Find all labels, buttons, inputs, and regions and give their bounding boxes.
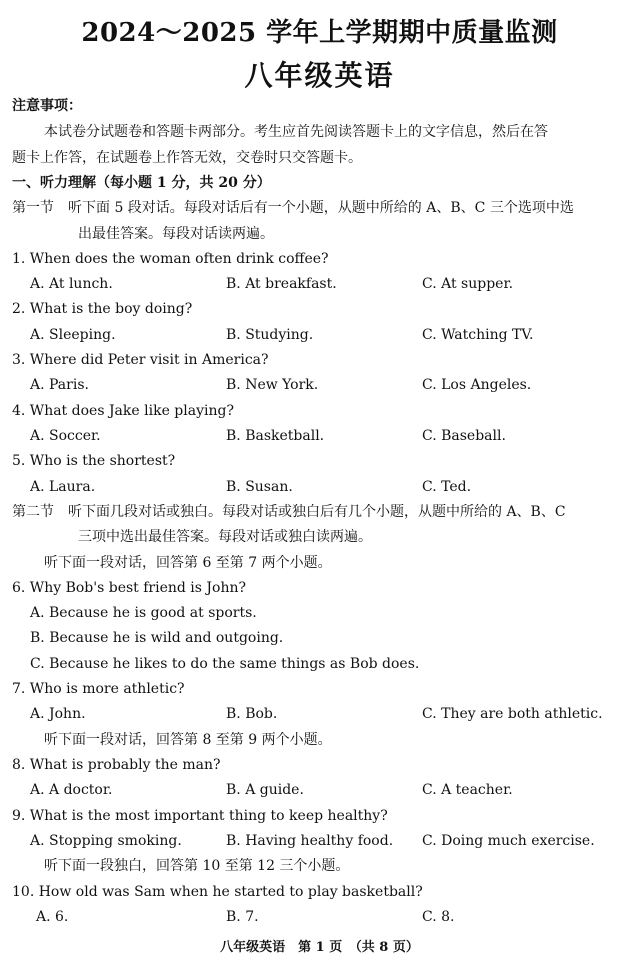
q9-option-a: A. Stopping smoking. bbox=[30, 833, 182, 849]
q9-option-c: C. Doing much exercise. bbox=[422, 833, 595, 849]
q9-option-b: B. Having healthy food. bbox=[226, 833, 394, 849]
q10-option-a: A. 6. bbox=[36, 909, 69, 925]
q10-option-b: B. 7. bbox=[226, 909, 259, 925]
q4-option-a: A. Soccer. bbox=[30, 428, 101, 444]
question-7: 7. Who is more athletic? bbox=[12, 681, 185, 697]
q6-option-b: B. Because he is wild and outgoing. bbox=[30, 630, 284, 646]
exam-subtitle: 八年级英语 bbox=[244, 59, 395, 92]
q8-option-c: C. A teacher. bbox=[422, 782, 513, 798]
q7-option-c: C. They are both athletic. bbox=[422, 706, 603, 722]
q5-option-a: A. Laura. bbox=[30, 479, 96, 495]
question-2: 2. What is the boy doing? bbox=[12, 301, 193, 317]
question-9: 9. What is the most important thing to keep healthy? bbox=[12, 808, 388, 824]
question-4: 4. What does Jake like playing? bbox=[12, 403, 234, 419]
q7-option-a: A. John. bbox=[30, 706, 86, 722]
notice-line-2: 题卡上作答，在试题卷上作答无效，交卷时只交答题卡。 bbox=[12, 150, 362, 166]
q3-option-b: B. New York. bbox=[226, 377, 319, 393]
exam-title: 2024～2025 学年上学期期中质量监测 bbox=[81, 18, 558, 48]
q8-option-b: B. A guide. bbox=[226, 782, 304, 798]
q4-option-b: B. Basketball. bbox=[226, 428, 325, 444]
question-6: 6. Why Bob's best friend is John? bbox=[12, 580, 247, 596]
listening-instruction-8-9: 听下面一段对话，回答第 8 至第 9 两个小题。 bbox=[44, 732, 332, 748]
page-footer: 八年级英语 第 1 页 （共 8 页） bbox=[220, 940, 419, 955]
notice-line-1: 本试卷分试题卷和答题卡两部分。考生应首先阅读答题卡上的文字信息，然后在答 bbox=[44, 124, 548, 140]
section-1-heading: 一、听力理解（每小题 1 分，共 20 分） bbox=[12, 175, 271, 191]
part-1-instruction-1: 第一节 听下面 5 段对话。每段对话后有一个小题，从题中所给的 A、B、C 三个选项中选 bbox=[12, 200, 574, 216]
q7-option-b: B. Bob. bbox=[226, 706, 278, 722]
question-10: 10. How old was Sam when he started to play basketball? bbox=[12, 884, 423, 900]
q6-option-a: A. Because he is good at sports. bbox=[30, 605, 257, 621]
listening-instruction-10-12: 听下面一段独白，回答第 10 至第 12 三个小题。 bbox=[44, 858, 350, 874]
q2-option-a: A. Sleeping. bbox=[30, 327, 116, 343]
question-5: 5. Who is the shortest? bbox=[12, 453, 176, 469]
q4-option-c: C. Baseball. bbox=[422, 428, 506, 444]
question-1: 1. When does the woman often drink coffee? bbox=[12, 251, 329, 267]
q1-option-b: B. At breakfast. bbox=[226, 276, 337, 292]
q6-option-c: C. Because he likes to do the same things as Bob does. bbox=[30, 656, 420, 672]
q5-option-b: B. Susan. bbox=[226, 479, 293, 495]
q2-option-b: B. Studying. bbox=[226, 327, 314, 343]
q1-option-a: A. At lunch. bbox=[30, 276, 113, 292]
q10-option-c: C. 8. bbox=[422, 909, 455, 925]
q3-option-a: A. Paris. bbox=[30, 377, 89, 393]
part-2-instruction-1: 第二节 听下面几段对话或独白。每段对话或独白后有几个小题，从题中所给的 A、B、C bbox=[12, 504, 566, 520]
part-2-instruction-2: 三项中选出最佳答案。每段对话或独白读两遍。 bbox=[78, 529, 372, 545]
question-8: 8. What is probably the man? bbox=[12, 757, 221, 773]
q3-option-c: C. Los Angeles. bbox=[422, 377, 532, 393]
part-1-instruction-2: 出最佳答案。每段对话读两遍。 bbox=[78, 226, 274, 242]
q1-option-c: C. At supper. bbox=[422, 276, 514, 292]
listening-instruction-6-7: 听下面一段对话，回答第 6 至第 7 两个小题。 bbox=[44, 555, 332, 571]
q2-option-c: C. Watching TV. bbox=[422, 327, 534, 343]
notice-heading: 注意事项： bbox=[12, 98, 82, 114]
question-3: 3. Where did Peter visit in America? bbox=[12, 352, 269, 368]
q8-option-a: A. A doctor. bbox=[30, 782, 113, 798]
q5-option-c: C. Ted. bbox=[422, 479, 472, 495]
